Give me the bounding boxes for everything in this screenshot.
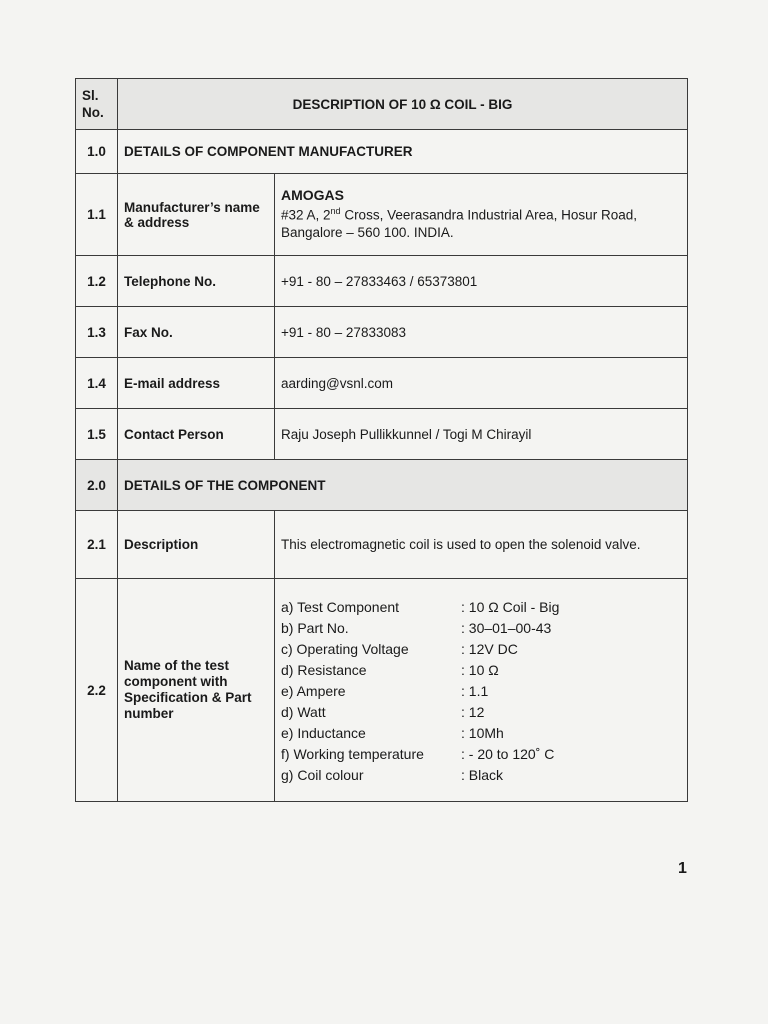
- section-1-number: 1.0: [76, 130, 118, 174]
- spec-key: e) Ampere: [281, 683, 346, 700]
- row-number: 1.3: [76, 307, 118, 358]
- row-1-5: [76, 409, 688, 460]
- spec-key: d) Watt: [281, 704, 326, 721]
- row-1-1: [76, 174, 688, 256]
- telephone-value: +91 - 80 – 27833463 / 65373801: [275, 256, 688, 307]
- spec-list: [281, 595, 681, 785]
- section-2-row: [76, 460, 688, 511]
- row-label: Manufacturer’s name & address: [118, 174, 275, 256]
- section-2-number: 2.0: [76, 460, 118, 511]
- spec-value: : Black: [461, 767, 504, 784]
- spec-key: b) Part No.: [281, 620, 349, 637]
- row-2-1: [76, 511, 688, 579]
- section-1-title: DETAILS OF COMPONENT MANUFACTURER: [118, 130, 688, 174]
- row-label: Fax No.: [118, 307, 275, 358]
- address-part: Cross, Veerasandra Industrial Area, Hosur Road, Bangalore – 560 100. INDIA.: [281, 207, 637, 240]
- contact-person-value: Raju Joseph Pullikkunnel / Togi M Chirayil: [275, 409, 688, 460]
- spec-key: g) Coil colour: [281, 767, 364, 784]
- row-number: 2.2: [76, 579, 118, 802]
- spec-value: : 10 Ω Coil - Big: [461, 599, 560, 616]
- sl-no-header: Sl. No.: [76, 79, 118, 130]
- row-1-2: [76, 256, 688, 307]
- spec-key: e) Inductance: [281, 725, 366, 742]
- address-part: #32 A, 2: [281, 207, 331, 223]
- row-label: E-mail address: [118, 358, 275, 409]
- row-number: 1.2: [76, 256, 118, 307]
- row-label: Contact Person: [118, 409, 275, 460]
- row-1-4: [76, 358, 688, 409]
- section-1-row: [76, 130, 688, 174]
- spec-key: d) Resistance: [281, 662, 367, 679]
- row-label: Name of the test component with Specification & Part number: [118, 579, 275, 802]
- description-value: This electromagnetic coil is used to open the solenoid valve.: [275, 511, 688, 579]
- spec-value: : - 20 to 120˚ C: [461, 746, 555, 763]
- header-row: [76, 79, 688, 130]
- page-number: 1: [678, 860, 687, 877]
- row-1-3: [76, 307, 688, 358]
- address-superscript: nd: [330, 206, 341, 217]
- row-label: Description: [118, 511, 275, 579]
- document-title: DESCRIPTION OF 10 Ω COIL - BIG: [118, 79, 688, 130]
- manufacturer-address-cell: [275, 174, 688, 256]
- spec-key: c) Operating Voltage: [281, 641, 409, 658]
- spec-value: : 30–01–00-43: [461, 620, 552, 637]
- spec-key: f) Working temperature: [281, 746, 424, 763]
- row-number: 1.1: [76, 174, 118, 256]
- spec-value: : 12V DC: [461, 641, 518, 658]
- fax-value: +91 - 80 – 27833083: [275, 307, 688, 358]
- row-number: 2.1: [76, 511, 118, 579]
- manufacturer-name: AMOGAS: [281, 187, 344, 204]
- spec-value: : 1.1: [461, 683, 489, 700]
- row-number: 1.4: [76, 358, 118, 409]
- spec-cell: [275, 579, 688, 802]
- row-label: Telephone No.: [118, 256, 275, 307]
- email-value: aarding@vsnl.com: [275, 358, 688, 409]
- spec-value: : 10 Ω: [461, 662, 499, 679]
- spec-sheet-table: [75, 78, 688, 802]
- section-2-title: DETAILS OF THE COMPONENT: [118, 460, 688, 511]
- spec-value: : 10Mh: [461, 725, 504, 742]
- spec-key: a) Test Component: [281, 599, 400, 616]
- spec-value: : 12: [461, 704, 485, 721]
- row-2-2: [76, 579, 688, 802]
- row-number: 1.5: [76, 409, 118, 460]
